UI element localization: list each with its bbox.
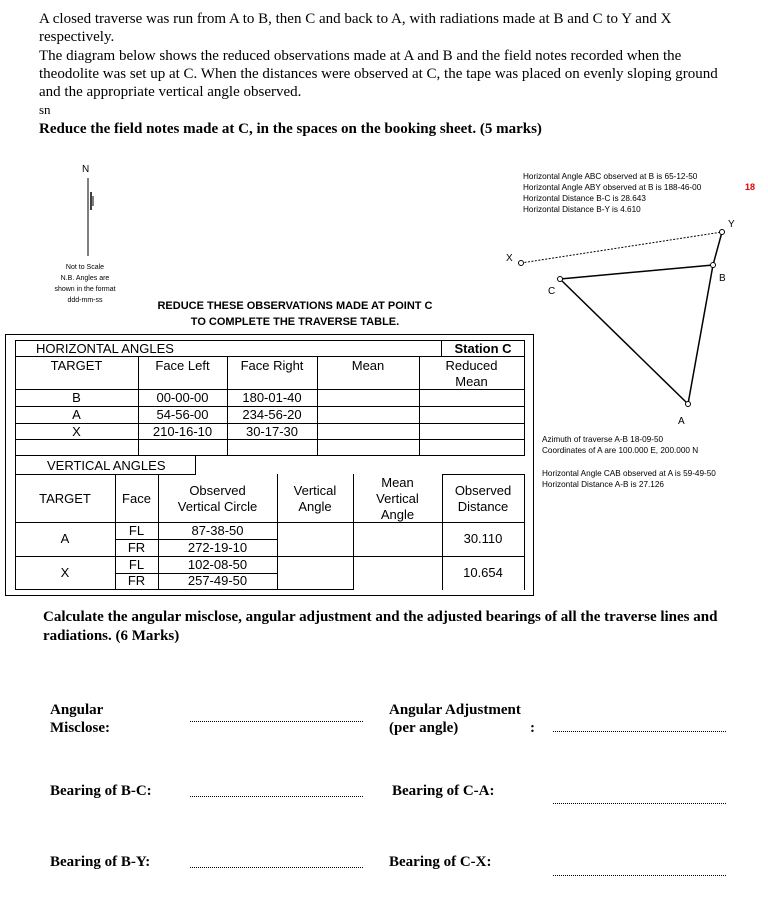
radiation-line-b-y bbox=[713, 232, 722, 265]
notes-mid bbox=[542, 434, 698, 456]
north-arrow-icon bbox=[80, 178, 100, 258]
note-line: Azimuth of traverse A-B 18-09-50 bbox=[542, 435, 664, 444]
label-line: Angular Adjustment bbox=[389, 702, 521, 718]
bearing-ca-field[interactable] bbox=[553, 803, 726, 804]
header-line: Observed bbox=[454, 483, 512, 498]
scale-note-line: shown in the format bbox=[54, 286, 116, 293]
adjustment-label bbox=[389, 701, 521, 737]
intro-paragraph-3: sn bbox=[39, 102, 51, 118]
bearing-by-field[interactable] bbox=[190, 867, 363, 868]
page-marker: 18 bbox=[745, 182, 756, 192]
label-b: B bbox=[719, 273, 726, 284]
note-line: Coordinates of A are 100.000 E, 200.000 N bbox=[542, 446, 699, 455]
intro-paragraph-2: The diagram below shows the reduced observations made at A and B and the field notes recorded when the theodolite was set up at C. When the distances were observed at C, the tape was placed on evenly sloping ground and the appropriate vertical angle observed. bbox=[39, 47, 718, 101]
intro-paragraph-1: A closed traverse was run from A to B, then C and back to A, with radiations made at B and C to Y and X respectively. bbox=[39, 11, 672, 46]
label-line: Misclose: bbox=[50, 720, 110, 736]
header-face-right: Face Right bbox=[240, 358, 304, 373]
reading-cell: 257-49-50 bbox=[187, 573, 248, 588]
header-observed-circle bbox=[158, 483, 277, 515]
header-reduced-line: Mean bbox=[455, 374, 488, 389]
bearing-by-label: Bearing of B-Y: bbox=[50, 854, 151, 870]
face-cell: FL bbox=[128, 523, 145, 538]
note-line: Horizontal Distance B-Y is 4.610 bbox=[523, 205, 641, 214]
header-line: Observed bbox=[189, 483, 246, 498]
radiation-line-c-x bbox=[521, 232, 722, 263]
distance-cell: 10.654 bbox=[463, 565, 503, 580]
label-line: Angular bbox=[50, 702, 104, 718]
header-line: Vertical bbox=[376, 491, 419, 506]
label-a: A bbox=[678, 416, 685, 425]
adjustment-answer-field[interactable] bbox=[553, 731, 726, 732]
header-line: Distance bbox=[457, 499, 509, 514]
bearing-cx-field[interactable] bbox=[553, 875, 726, 876]
bearing-bc-field[interactable] bbox=[190, 796, 363, 797]
target-cell: B bbox=[72, 390, 81, 405]
traverse-line-a-c bbox=[560, 279, 688, 404]
scale-note-line: ddd-mm-ss bbox=[67, 297, 103, 304]
instruction-text: Reduce the field notes made at C, in the spaces on the booking sheet. (5 marks) bbox=[39, 120, 542, 137]
face-left-cell: 210-16-10 bbox=[152, 424, 213, 439]
reduce-title-line: TO COMPLETE THE TRAVERSE TABLE. bbox=[190, 316, 400, 328]
face-cell: FR bbox=[127, 573, 146, 588]
header-line: Vertical bbox=[293, 483, 337, 498]
header-reduced-line: Reduced bbox=[445, 358, 498, 373]
point-x-marker bbox=[519, 261, 524, 266]
note-line: Horizontal Angle CAB observed at A is 59-49-50 bbox=[542, 469, 716, 478]
vertical-title: VERTICAL ANGLES bbox=[47, 458, 166, 473]
bearing-bc-label: Bearing of B-C: bbox=[50, 783, 152, 799]
reading-cell: 102-08-50 bbox=[187, 557, 248, 572]
face-right-cell: 234-56-20 bbox=[242, 407, 302, 422]
question-2: Calculate the angular misclose, angular adjustment and the adjusted bearings of all the traverse lines and radiations. (6 Marks) bbox=[43, 609, 718, 644]
header-target: TARGET bbox=[50, 358, 103, 373]
misclose-answer-field[interactable] bbox=[190, 721, 363, 722]
station-label: Station C bbox=[454, 341, 512, 356]
label-c: C bbox=[548, 286, 556, 297]
target-cell: X bbox=[60, 565, 70, 580]
header-face: Face bbox=[122, 491, 151, 506]
header-face-left: Face Left bbox=[155, 358, 210, 373]
label-line: (per angle) bbox=[389, 720, 459, 736]
header-mean-vertical-angle bbox=[353, 475, 442, 523]
note-line: Horizontal Distance A-B is 27.126 bbox=[542, 480, 664, 489]
scale-note-line: N.B. Angles are bbox=[60, 275, 110, 282]
reading-cell: 87-38-50 bbox=[191, 523, 244, 538]
point-a-marker bbox=[686, 402, 691, 407]
north-label: N bbox=[82, 164, 90, 175]
note-line: Horizontal Distance B-C is 28.643 bbox=[523, 194, 646, 203]
header-line: Angle bbox=[298, 499, 332, 514]
misclose-label bbox=[50, 701, 110, 737]
distance-cell: 30.110 bbox=[463, 531, 503, 546]
point-y-marker bbox=[720, 230, 725, 235]
traverse-line-c-b bbox=[560, 265, 713, 279]
bearing-ca-label: Bearing of C-A: bbox=[392, 783, 495, 799]
face-cell: FL bbox=[128, 557, 145, 572]
point-b-marker bbox=[711, 263, 716, 268]
face-left-cell: 00-00-00 bbox=[156, 390, 209, 405]
note-line: Horizontal Angle ABY observed at B is 188-46-00 bbox=[523, 183, 702, 192]
scale-note-line: Not to Scale bbox=[65, 264, 105, 271]
target-cell: X bbox=[72, 424, 81, 439]
header-vertical-angle bbox=[277, 483, 353, 515]
header-line: Angle bbox=[380, 507, 415, 522]
note-line: Horizontal Angle ABC observed at B is 65-12-50 bbox=[523, 172, 698, 181]
face-cell: FR bbox=[127, 540, 146, 555]
header-line: Mean bbox=[381, 475, 414, 490]
reading-cell: 272-19-10 bbox=[187, 540, 248, 555]
face-left-cell: 54-56-00 bbox=[156, 407, 209, 422]
adjustment-colon: : bbox=[530, 720, 535, 736]
label-y: Y bbox=[728, 219, 735, 230]
intro-text bbox=[39, 10, 739, 138]
header-target: TARGET bbox=[39, 491, 91, 506]
target-cell: A bbox=[60, 531, 70, 546]
horizontal-title: HORIZONTAL ANGLES bbox=[36, 341, 174, 356]
reduce-title-line: REDUCE THESE OBSERVATIONS MADE AT POINT C bbox=[157, 300, 433, 312]
bearing-cx-label: Bearing of C-X: bbox=[389, 854, 492, 870]
label-x: X bbox=[506, 253, 513, 264]
reduce-title bbox=[100, 298, 490, 330]
notes-top bbox=[523, 171, 701, 215]
point-c-marker bbox=[558, 277, 563, 282]
header-reduced bbox=[419, 358, 524, 390]
target-cell: A bbox=[72, 407, 81, 422]
traverse-diagram bbox=[500, 215, 750, 425]
traverse-line-b-a bbox=[688, 265, 713, 404]
face-right-cell: 180-01-40 bbox=[242, 390, 302, 405]
face-right-cell: 30-17-30 bbox=[245, 424, 299, 439]
header-line: Vertical Circle bbox=[177, 499, 258, 514]
notes-bottom bbox=[542, 468, 716, 490]
header-observed-distance bbox=[442, 483, 524, 515]
header-mean: Mean bbox=[351, 358, 385, 373]
